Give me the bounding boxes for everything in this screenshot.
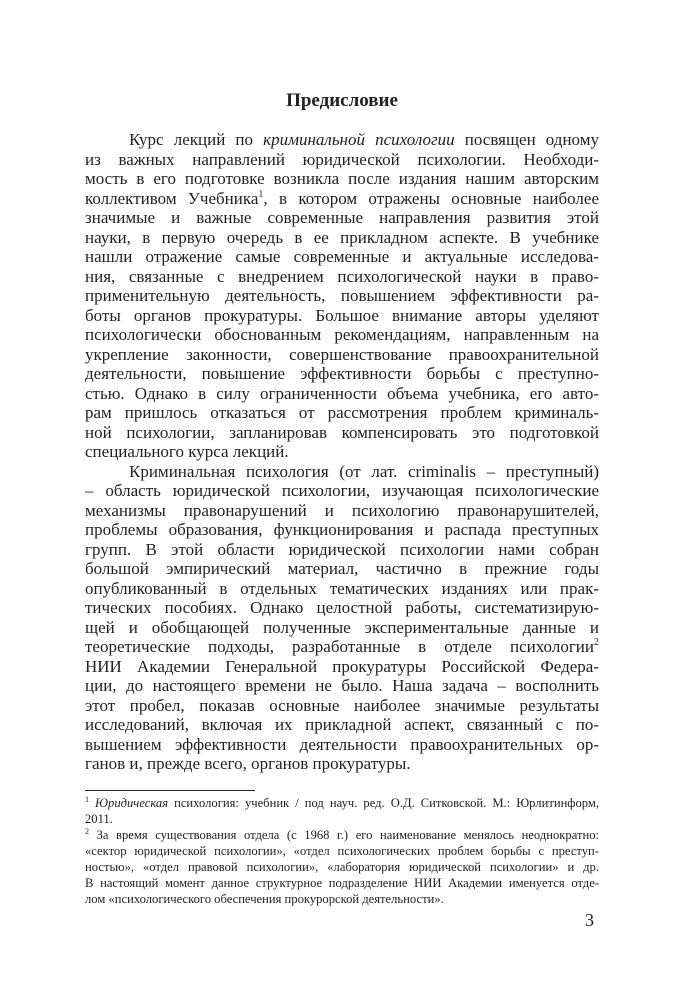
text-line: [85, 286, 599, 306]
footnote-marker: 2: [594, 637, 599, 648]
page-title: Предисловие: [286, 90, 398, 111]
text-segment: большой эмпирический материал, частично в прежние годы: [85, 559, 599, 578]
text-line: [85, 735, 599, 755]
text-line: [85, 481, 599, 501]
text-line: [85, 715, 599, 735]
text-segment: психология: учебник / под науч. ред. О.Д. Ситковской. М.: Юрлитинформ,: [168, 796, 599, 810]
text-line: [85, 403, 599, 423]
text-segment: , в котором отражены основные наиболее: [263, 188, 599, 208]
text-segment: специального курса лекций.: [85, 442, 289, 461]
text-line: [85, 150, 599, 170]
text-line: [85, 676, 599, 696]
text-line: [85, 442, 599, 462]
text-segment: мость в его подготовке возникла после издания нашим авторским: [85, 169, 599, 188]
footnote-line: [85, 875, 599, 891]
footnote-marker: 1: [258, 188, 264, 200]
footnote-line: [85, 795, 599, 811]
text-segment: щей и обобщающей полученные экспериментальные данные и: [85, 617, 599, 637]
footnote-line: [85, 859, 599, 875]
text-segment: деятельности, повышение эффективности борьбы с преступно-: [85, 364, 599, 383]
text-line: [85, 540, 599, 560]
text-line: [85, 637, 599, 657]
text-segment: проблемы образования, функционирования и распада преступных: [85, 520, 599, 539]
text-line: [85, 306, 599, 326]
text-line: [85, 501, 599, 521]
text-line: [85, 130, 599, 150]
text-segment: ния, связанные с внедрением психологической науки в право-: [85, 266, 599, 286]
text-segment: нашли отражение самые современные и актуальные исследова-: [85, 247, 599, 266]
text-segment: ганов и, прежде всего, органов прокуратуры.: [85, 754, 411, 773]
text-line: [85, 559, 599, 579]
text-line: [85, 462, 599, 482]
text-segment: науки, в первую очередь в ее прикладном аспекте. В учебнике: [85, 227, 599, 247]
text-line: [85, 598, 599, 618]
text-line: [85, 345, 599, 365]
footnote-marker: 2: [85, 827, 89, 836]
text-segment: ной психологии, запланировав компенсировать это подготовкой: [85, 422, 599, 442]
text-line: [85, 267, 599, 287]
text-segment: посвящен одному: [454, 130, 599, 149]
text-segment: лом «психологического обеспечения прокурорской деятельности».: [85, 892, 444, 906]
text-segment: – область юридической психологии, изучающая психологические: [85, 481, 599, 500]
text-segment: укрепление законности, совершенствование правоохранительной: [85, 344, 599, 364]
text-segment: исследований, включая их прикладной аспект, связанный с по-: [85, 715, 599, 734]
emphasis-text: криминальной психологии: [263, 130, 455, 149]
text-segment: психологически обоснованным рекомендациям, направленным на: [85, 325, 599, 344]
text-line: [85, 208, 599, 228]
main-text: [85, 130, 599, 774]
text-line: [85, 618, 599, 638]
footnote-line: [85, 843, 599, 859]
text-segment: тических пособиях. Однако целостной работы, систематизирую-: [85, 598, 599, 617]
text-segment: рам пришлось отказаться от рассмотрения проблем криминаль-: [85, 403, 599, 422]
text-segment: стью. Однако в силу ограниченности объема учебника, его авто-: [85, 383, 599, 403]
text-segment: НИИ Академии Генеральной прокуратуры Российской Федера-: [85, 656, 599, 676]
text-segment: применительную деятельность, повышением эффективности ра-: [85, 286, 599, 305]
footnote-line: [85, 891, 599, 907]
text-segment: За время существования отдела (с 1968 г.) его наименование менялось неоднократно:: [89, 828, 599, 842]
text-line: [85, 189, 599, 209]
footnotes: [85, 795, 599, 907]
text-segment: Криминальная психология (от лат. criminalis – преступный): [129, 461, 599, 481]
text-segment: из важных направлений юридической психологии. Необходи-: [85, 149, 599, 169]
emphasis-text: Юридическая: [95, 796, 169, 810]
text-segment: 2011.: [85, 812, 113, 826]
text-segment: опубликованный в отдельных тематических изданиях или прак-: [85, 578, 599, 598]
text-segment: боты органов прокуратуры. Большое внимание авторы уделяют: [85, 305, 599, 325]
text-segment: В настоящий момент данное структурное подразделение НИИ Академии именуется отде-: [85, 876, 599, 890]
page-number: 3: [585, 910, 594, 930]
text-segment: коллективом Учебника: [85, 188, 259, 208]
text-line: [85, 696, 599, 716]
text-line: [85, 754, 599, 774]
text-line: [85, 228, 599, 248]
footnote-marker: 1: [85, 795, 89, 804]
text-segment: групп. В этой области юридической психологии нами собран: [85, 539, 599, 559]
text-line: [85, 364, 599, 384]
text-line: [85, 384, 599, 404]
footnote-separator: [85, 790, 255, 791]
text-line: [85, 423, 599, 443]
footnote-line: [85, 827, 599, 843]
text-segment: механизмы правонарушений и психологию правонарушителей,: [85, 500, 599, 520]
text-segment: ции, до настоящего времени не было. Наша задача – восполнить: [85, 676, 599, 695]
text-line: [85, 657, 599, 677]
text-line: [85, 325, 599, 345]
text-segment: вышением эффективности деятельности правоохранительных ор-: [85, 734, 599, 754]
text-line: [85, 247, 599, 267]
text-segment: ностью», «отдел правовой психологии», «лаборатория юридической психологии» и др.: [85, 860, 599, 874]
text-segment: этот пробел, показав основные наиболее значимые результаты: [85, 695, 599, 715]
text-segment: значимые и важные современные направления развития этой: [85, 208, 599, 227]
footnote-line: [85, 811, 599, 827]
text-line: [85, 169, 599, 189]
text-segment: Курс лекций по: [129, 130, 264, 149]
text-segment: «сектор юридической психологии», «отдел психологических проблем борьбы с преступ-: [85, 844, 599, 858]
text-segment: теоретические подходы, разработанные в отделе психологии: [85, 637, 594, 656]
text-line: [85, 520, 599, 540]
text-line: [85, 579, 599, 599]
